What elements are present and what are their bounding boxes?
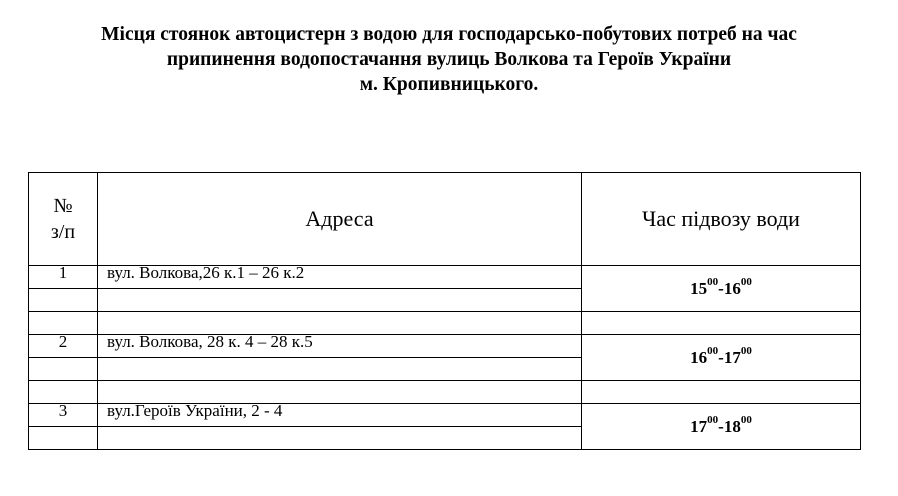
row-number: 2 [29, 335, 98, 358]
row-number: 1 [29, 266, 98, 289]
header-address: Адреса [98, 173, 582, 266]
header-time: Час підвозу води [582, 173, 861, 266]
blank-cell [98, 289, 582, 312]
table-row [29, 335, 861, 358]
row-address: вул. Волкова, 28 к. 4 – 28 к.5 [98, 335, 582, 358]
table-row [29, 266, 861, 289]
title-line-1: Місця стоянок автоцистерн з водою для господарсько-побутових потреб на час [101, 24, 797, 45]
row-number: 3 [29, 404, 98, 427]
header-number [29, 173, 98, 266]
row-time: $16^{00}-17^{00}$ [582, 335, 861, 381]
row-time: $17^{00}-18^{00}$ [582, 404, 861, 450]
title-line-2: припинення водопостачання вулиць Волкова та Героїв України [166, 49, 732, 70]
blank-cell [29, 358, 98, 381]
table-row [29, 404, 861, 427]
blank-cell [29, 427, 98, 450]
header-number-symbol: № [53, 195, 73, 217]
water-tank-schedule-table [28, 172, 861, 450]
blank-cell [582, 381, 861, 404]
title-line-3: м. Кропивницького. [359, 74, 539, 95]
row-address: вул. Волкова,26 к.1 – 26 к.2 [98, 266, 582, 289]
blank-cell [29, 289, 98, 312]
header-number-abbrev: з/п [50, 221, 76, 243]
row-time: $15^{00}-16^{00}$ [582, 266, 861, 312]
row-address: вул.Героїв України, 2 - 4 [98, 404, 582, 427]
blank-cell [582, 312, 861, 335]
blank-cell [98, 427, 582, 450]
document-title [0, 22, 898, 97]
table-header-row [29, 173, 861, 266]
blank-cell [98, 358, 582, 381]
